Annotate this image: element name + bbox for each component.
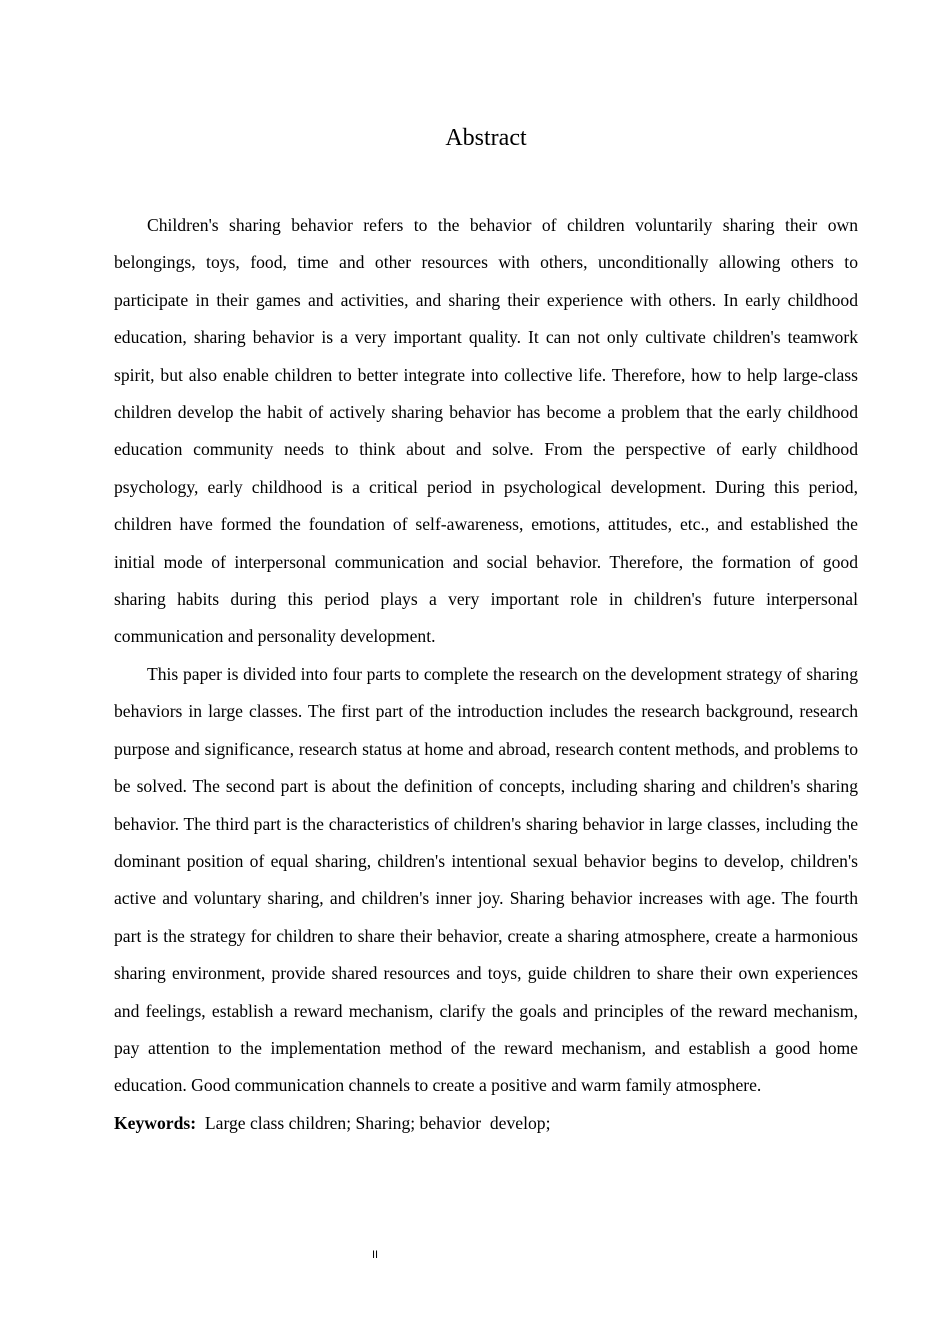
abstract-title: Abstract — [445, 125, 527, 151]
keywords-line — [114, 1105, 858, 1142]
keywords-text: Large class children; Sharing; behavior develop; — [196, 1112, 551, 1133]
page-number: II — [371, 1249, 379, 1261]
abstract-body — [114, 207, 858, 1142]
abstract-paragraph-1: Children's sharing behavior refers to the behavior of children voluntarily sharing their own belongings, toys, food, time and other resources with others, unconditionally allowing others to participate in their games and activities, and sharing their experience with others. In early childhood education, sharing behavior is a very important quality. It can not only cultivate children's teamwork spirit, but also enable children to better integrate into collective life. Therefore, how to help large-class children develop the habit of actively sharing behavior has become a problem that the early childhood education community needs to think about and solve. From the perspective of early childhood psychology, early childhood is a critical period in psychological development. During this period, children have formed the foundation of self-awareness, emotions, attitudes, etc., and established the initial mode of interpersonal communication and social behavior. Therefore, the formation of good sharing habits during this period plays a very important role in children's future interpersonal communication and personality development. — [114, 215, 858, 647]
keywords-label: Keywords: — [114, 1112, 197, 1133]
abstract-paragraph-2: This paper is divided into four parts to complete the research on the development strategy of sharing behaviors in large classes. The first part of the introduction includes the research background, research purpose and significance, research status at home and abroad, research content methods, and problems to be solved. The second part is about the definition of concepts, including sharing and children's sharing behavior. The third part is the characteristics of children's sharing behavior in large classes, including the dominant position of equal sharing, children's intentional sexual behavior begins to develop, children's active and voluntary sharing, and children's inner joy. Sharing behavior increases with age. The fourth part is the strategy for children to share their behavior, create a sharing atmosphere, create a harmonious sharing environment, provide shared resources and toys, guide children to share their own experiences and feelings, establish a reward mechanism, clarify the goals and principles of the reward mechanism, pay attention to the implementation method of the reward mechanism, and establish a good home education. Good communication channels to create a positive and warm family atmosphere. — [114, 663, 858, 1096]
